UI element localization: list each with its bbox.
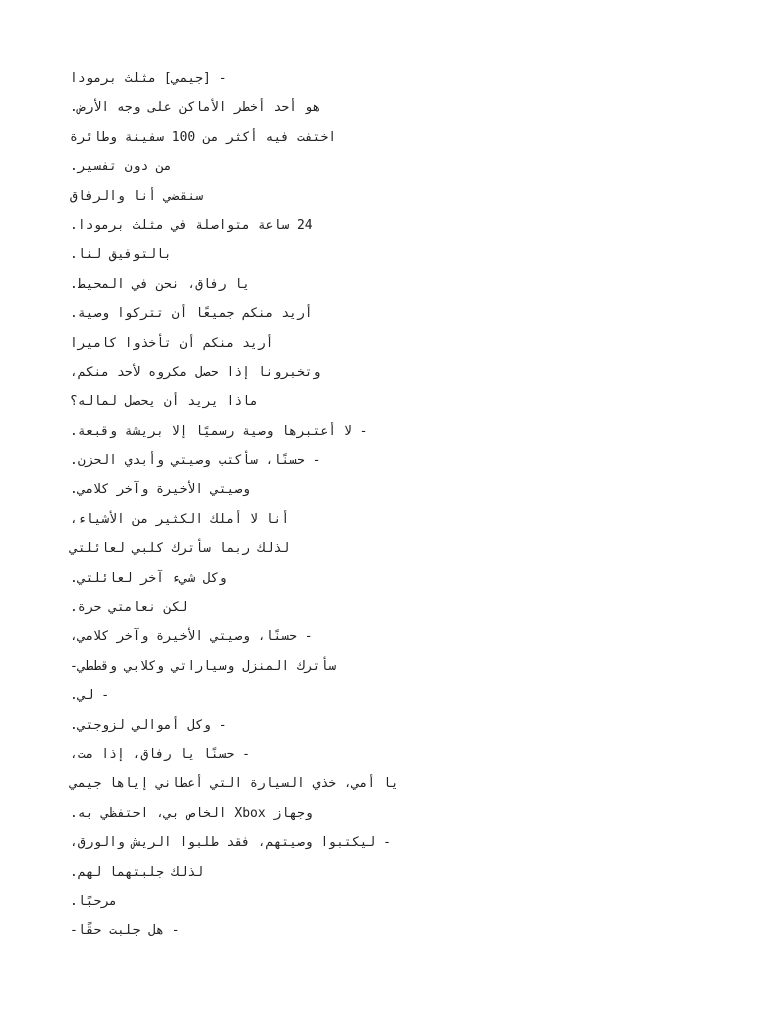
transcript-line: - لا أعتبرها وصية رسميًا إلا بريشة وقبعة. (70, 423, 368, 439)
transcript-line: أنا لا أملك الكثير من الأشياء، (70, 511, 290, 527)
transcript-line: - حسنًا يا رفاق، إذا مت، (70, 746, 251, 762)
transcript-line: سنقضي أنا والرفاق (70, 188, 204, 204)
transcript-line: ماذا يريد أن يحصل لماله؟ (70, 394, 258, 410)
transcript-line: هو أحد أخطر الأماكن على وجه الأرض. (70, 100, 321, 116)
transcript-line: - هل جلبت حقًا- (70, 923, 180, 939)
transcript-line: يا رفاق، نحن في المحيط. (70, 276, 251, 292)
transcript-line: - ليكتبوا وصيتهم، فقد طلبوا الريش والورق، (70, 835, 391, 851)
transcript-line: من دون تفسير. (70, 159, 172, 175)
transcript-line: - حسنًا، وصيتي الأخيرة وآخر كلامي، (70, 629, 313, 645)
transcript-line: - [جيمي] مثلث برمودا (70, 71, 227, 86)
transcript-line: يا أمي، خذي السيارة التي أعطاني إياها جيمي (70, 776, 399, 792)
transcript-line: - لي. (70, 688, 110, 704)
transcript-line: لذلك ربما سأترك كلبي لعائلتي (70, 541, 290, 557)
transcript-lines (70, 64, 710, 946)
transcript-line: لذلك جلبتهما لهم. (70, 864, 204, 880)
transcript-line: لكن نعامتي حرة. (70, 600, 188, 616)
transcript-line: مرحبًا. (70, 893, 117, 909)
transcript-line: اختفت فيه أكثر من 100 سفينة وطائرة (70, 129, 337, 145)
transcript-line: سأترك المنزل وسياراتي وكلابي وقططي- (70, 658, 337, 674)
transcript-line: أريد منكم جميعًا أن تتركوا وصية. (70, 306, 313, 322)
transcript-line: وجهاز Xbox الخاص بي، احتفظي به. (70, 805, 313, 821)
transcript-line: بالتوفيق لنا. (70, 247, 172, 263)
transcript-line: وصيتي الأخيرة وآخر كلامي. (70, 482, 251, 498)
transcript-line: 24 ساعة متواصلة في مثلث برمودا. (70, 217, 313, 233)
transcript-line: وتخبرونا إذا حصل مكروه لأحد منكم، (70, 364, 321, 380)
transcript-line: أريد منكم أن تأخذوا كاميرا (70, 335, 274, 351)
transcript-line: - وكل أموالي لزوجتي. (70, 717, 227, 733)
transcript-line: وكل شيء آخر لعائلتي. (70, 570, 227, 586)
transcript-line: - حسنًا، سأكتب وصيتي وأبدي الحزن. (70, 453, 321, 469)
